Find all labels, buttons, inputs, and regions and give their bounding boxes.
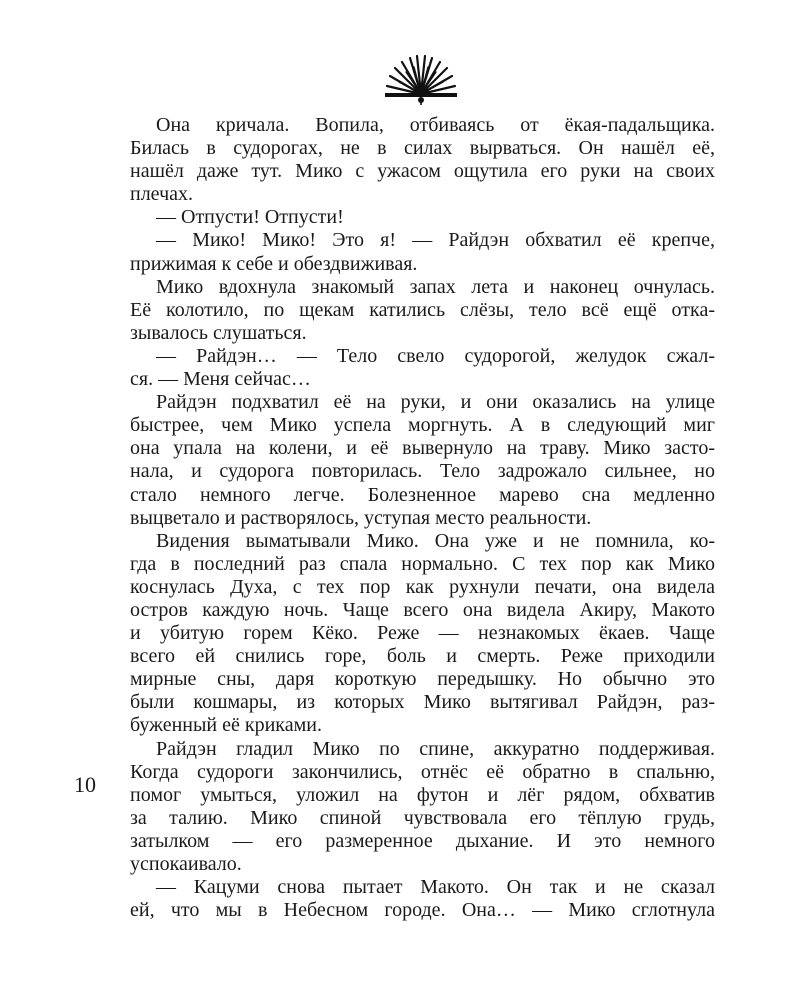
text-line: коснулась Духа, с тех пор как рухнули печати, она видела — [130, 575, 715, 598]
text-line: выцветало и растворялось, уступая место реальности. — [130, 506, 592, 529]
fan-ornament-icon — [381, 54, 461, 106]
text-line: прижимая к себе и обездвиживая. — [130, 252, 418, 275]
text-line: Её колотило, по щекам катились слёзы, тело всё ещё отка- — [130, 298, 715, 321]
page-number: 10 — [74, 772, 96, 797]
text-line: ся. — Меня сейчас… — [130, 368, 311, 391]
text-line: ей, что мы в Небесном городе. Она… — Мико сглотнула — [130, 899, 715, 922]
text-line: и убитую горем Кёко. Реже — незнакомых ёкаев. Чаще — [130, 622, 715, 645]
body-text — [130, 114, 715, 922]
text-line: затылком — его размеренное дыхание. И это немного — [130, 829, 715, 852]
text-line: — Кацуми снова пытает Макото. Он так и не сказал — [156, 876, 715, 899]
text-line: остров каждую ночь. Чаще всего она видела Акиру, Макото — [130, 598, 715, 621]
text-line: Видения выматывали Мико. Она уже и не помнила, ко- — [156, 529, 715, 552]
text-line: Билась в судорогах, не в силах вырваться. Он нашёл её, — [130, 137, 715, 160]
text-line: она упала на колени, и её вывернуло на траву. Мико засто- — [130, 437, 715, 460]
text-line: Она кричала. Вопила, отбиваясь от ёкая-падальщика. — [156, 114, 715, 136]
text-line: стало немного легче. Болезненное марево сна медленно — [130, 483, 715, 506]
text-line: нала, и судорога повторилась. Тело задрожало сильнее, но — [130, 460, 715, 483]
text-line: нашёл даже тут. Мико с ужасом ощутила его руки на своих — [130, 160, 715, 183]
text-line: буженный её криками. — [130, 714, 322, 737]
text-line: всего ей снились горе, боль и смерть. Реже приходили — [130, 645, 715, 668]
text-line: были кошмары, из которых Мико вытягивал Райдэн, раз- — [130, 691, 715, 714]
text-line: гда в последний раз спала нормально. С тех пор как Мико — [130, 552, 715, 575]
text-line: быстрее, чем Мико успела моргнуть. А в следующий миг — [130, 414, 715, 437]
text-line: Райдэн подхватил её на руки, и они оказались на улице — [156, 391, 715, 414]
text-line: Райдэн гладил Мико по спине, аккуратно поддерживая. — [156, 737, 715, 760]
text-line: мирные сны, даря короткую передышку. Но обычно это — [130, 668, 715, 691]
text-line: успокаивало. — [130, 853, 242, 875]
text-line: — Отпусти! Отпусти! — [156, 206, 344, 229]
text-line: помог умыться, уложил на футон и лёг рядом, обхватив — [130, 783, 715, 806]
text-line: — Райдэн… — Тело свело судорогой, желудок сжал- — [156, 344, 715, 367]
text-line: за талию. Мико спиной чувствовала его тёплую грудь, — [130, 806, 715, 829]
text-line: — Мико! Мико! Это я! — Райдэн обхватил её крепче, — [156, 229, 715, 252]
text-line: Когда судороги закончились, отнёс её обратно в спальню, — [130, 760, 715, 783]
text-line: зывалось слушаться. — [130, 321, 307, 344]
text-line: Мико вдохнула знакомый запах лета и наконец очнулась. — [156, 275, 715, 298]
text-line: плечах. — [130, 183, 193, 206]
